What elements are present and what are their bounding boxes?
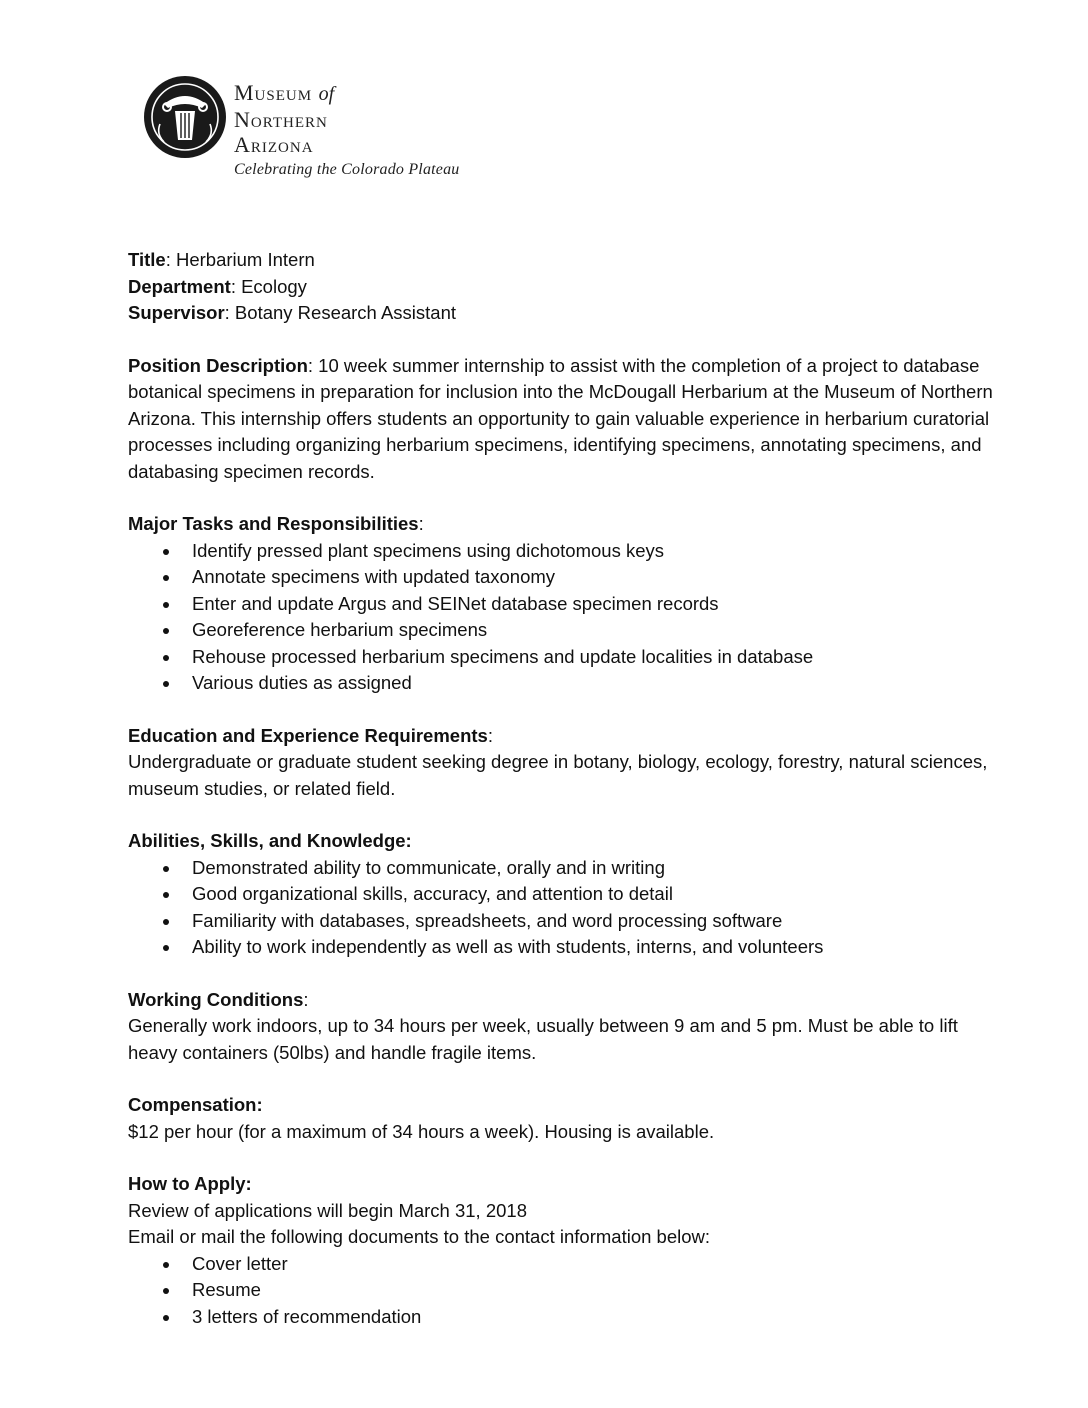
department-value: : Ecology [230, 275, 307, 297]
list-item: Georeference herbarium specimens [128, 617, 1008, 644]
position-description [128, 353, 1008, 486]
supervisor-value: : Botany Research Assistant [224, 302, 457, 323]
conditions-heading [128, 987, 1008, 1014]
apply-documents-list [128, 1251, 1008, 1331]
apply-review-date: Review of applications will begin March 31, 2018 [128, 1199, 527, 1221]
compensation-heading [128, 1092, 1008, 1119]
department-label: Department [128, 275, 231, 297]
list-item: Resume [128, 1277, 1008, 1304]
supervisor-label: Supervisor [128, 302, 225, 323]
job-description [128, 247, 1008, 1330]
list-item: Annotate specimens with updated taxonomy [128, 564, 1008, 591]
tasks-colon: : [418, 513, 424, 534]
list-item: Enter and update Argus and SEINet database specimen records [128, 591, 1008, 618]
education-text: Undergraduate or graduate student seeking degree in botany, biology, ecology, forestry, natural sciences, museum studies, or related field. [128, 751, 988, 799]
logo-tagline: Celebrating the Colorado Plateau [234, 161, 460, 178]
list-item: Demonstrated ability to communicate, orally and in writing [128, 855, 1008, 882]
compensation-label: Compensation: [128, 1094, 263, 1115]
education-heading [128, 723, 1008, 750]
apply-instructions: Email or mail the following documents to the contact information below: [128, 1226, 711, 1247]
apply-label: How to Apply: [128, 1173, 252, 1194]
list-item: 3 letters of recommendation [128, 1304, 1008, 1331]
list-item: Identify pressed plant specimens using dichotomous keys [128, 538, 1008, 565]
list-item: Ability to work independently as well as with students, interns, and volunteers [128, 934, 1008, 961]
conditions-label: Working Conditions [128, 988, 304, 1010]
abilities-heading [128, 828, 1008, 855]
tasks-label: Major Tasks and Responsibilities [128, 513, 419, 534]
compensation-text: $12 per hour (for a maximum of 34 hours a week). Housing is available. [128, 1120, 715, 1142]
list-item: Various duties as assigned [128, 670, 1008, 697]
abilities-label: Abilities, Skills, and Knowledge: [128, 830, 412, 851]
conditions-text: Generally work indoors, up to 34 hours per week, usually between 9 am and 5 pm. Must be able to lift heavy containers (50lbs) and handle fragile items. [128, 1015, 958, 1063]
abilities-list [128, 855, 1008, 961]
position-label: Position Description [128, 354, 308, 376]
museum-logo [142, 74, 502, 186]
apply-heading [128, 1171, 1008, 1198]
education-label: Education and Experience Requirements [128, 724, 488, 746]
logo-text [234, 80, 460, 179]
logo-of-word: of [318, 83, 335, 105]
title-line [128, 247, 1008, 274]
list-item: Familiarity with databases, spreadsheets, and word processing software [128, 908, 1008, 935]
supervisor-line [128, 300, 1008, 327]
logo-line-1 [234, 80, 460, 107]
list-item: Good organizational skills, accuracy, and attention to detail [128, 881, 1008, 908]
list-item: Rehouse processed herbarium specimens and update localities in database [128, 644, 1008, 671]
department-line [128, 274, 1008, 301]
logo-line-2: Northern [234, 107, 328, 132]
education-colon: : [487, 724, 493, 746]
tasks-heading [128, 511, 1008, 538]
logo-line-3: Arizona [234, 132, 314, 157]
title-label: Title [128, 249, 166, 270]
tasks-list [128, 538, 1008, 697]
logo-museum-word: Museum [234, 80, 313, 105]
conditions-colon: : [303, 988, 309, 1010]
title-value: : Herbarium Intern [165, 249, 315, 270]
position-text: : 10 week summer internship to assist with the completion of a project to database botanical specimens in preparation for inclusion into the McDougall Herbarium at the Museum of Northern Arizona. This internship offers students an opportunity to gain valuable experience in herbarium curatorial processes including organizing herbarium specimens, identifying specimens, annotating specimens, and databasing specimen records. [128, 354, 993, 482]
list-item: Cover letter [128, 1251, 1008, 1278]
museum-emblem-icon [142, 74, 228, 160]
